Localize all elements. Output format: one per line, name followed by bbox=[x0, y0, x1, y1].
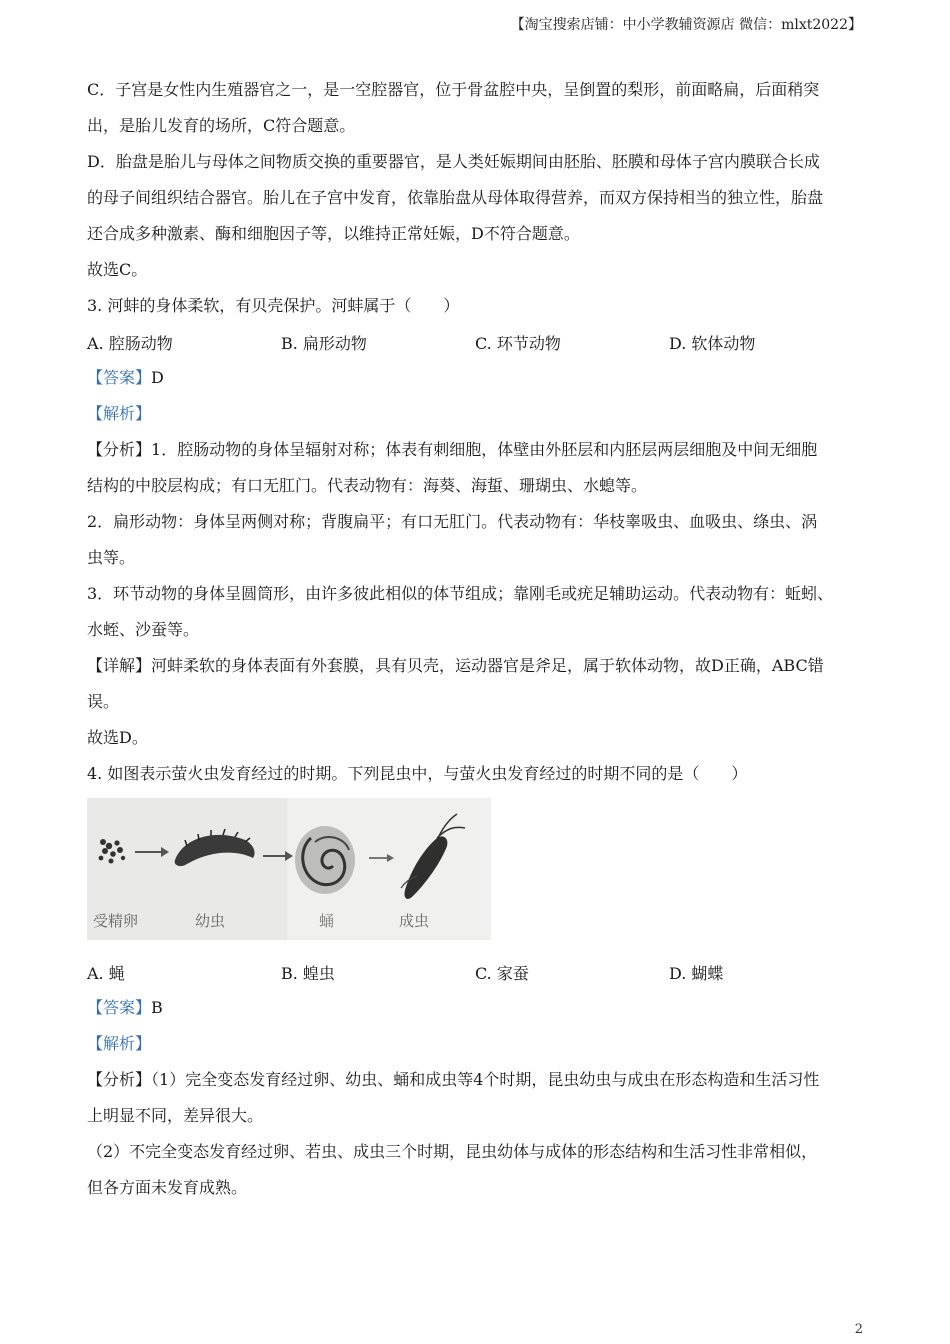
q4-option-c: C. 家蚕 bbox=[475, 963, 529, 983]
q3-analysis-tag bbox=[87, 396, 867, 432]
page-number: 2 bbox=[854, 1322, 863, 1337]
q4-stem: 4. 如图表示萤火虫发育经过的时期。下列昆虫中，与萤火虫发育经过的时期不同的是（ ） bbox=[87, 764, 748, 783]
q3-answer-tag: 【答案】 bbox=[87, 368, 152, 387]
firefly-life-cycle-figure bbox=[87, 798, 491, 940]
q3-choose: 故选D。 bbox=[87, 728, 148, 747]
q4-answer-value: B bbox=[151, 998, 163, 1017]
choose-c: 故选C。 bbox=[87, 260, 148, 279]
q4-analysis-tag bbox=[87, 1026, 867, 1062]
q4-options bbox=[87, 954, 867, 990]
q3-answer-value: D bbox=[151, 368, 164, 387]
q3-fenxi-3-line2: 水蛭、沙蚕等。 bbox=[87, 620, 200, 639]
figure-label-larva: 幼虫 bbox=[195, 912, 226, 930]
page-header: 【淘宝搜索店铺：中小学教辅资源店 微信：mlxt2022】 bbox=[510, 17, 862, 33]
para-d-line2: 的母子间组织结合器官。胎儿在子宫中发育，依靠胎盘从母体取得营养，而双方保持相当的独立性，胎盘 bbox=[87, 188, 824, 207]
q3-fenxi-3-line1: 3．环节动物的身体呈圆筒形，由许多彼此相似的体节组成；靠刚毛或疣足辅助运动。代表动物有：蚯蚓、 bbox=[87, 584, 834, 603]
para-d-line3: 还合成多种激素、酶和细胞因子等，以维持正常妊娠，D不符合题意。 bbox=[87, 224, 580, 243]
q3-answer bbox=[87, 360, 867, 396]
q3-option-b: B. 扁形动物 bbox=[281, 333, 367, 353]
q3-options bbox=[87, 324, 867, 360]
q4-fenxi-2-line1: （2）不完全变态发育经过卵、若虫、成虫三个时期，昆虫幼体与成体的形态结构和生活习性非常相似， bbox=[87, 1142, 818, 1161]
q3-fenxi-1-line2: 结构的中胶层构成；有口无肛门。代表动物有：海葵、海蜇、珊瑚虫、水螅等。 bbox=[87, 476, 648, 495]
q4-option-b: B. 蝗虫 bbox=[281, 963, 335, 983]
q3-fenxi-2-line1: 2．扁形动物：身体呈两侧对称；背腹扁平；有口无肛门。代表动物有：华枝睾吸虫、血吸虫、绦虫、涡 bbox=[87, 512, 818, 531]
q3-detail-text: 河蚌柔软的身体表面有外套膜，具有贝壳，运动器官是斧足，属于软体动物，故D正确，ABC错 bbox=[151, 656, 824, 675]
q4-option-d: D. 蝴蝶 bbox=[669, 963, 724, 983]
q3-fenxi-2-line2: 虫等。 bbox=[87, 548, 136, 567]
q4-fenxi-1-line1 bbox=[87, 1062, 867, 1098]
q4-analysis-tag-text: 【解析】 bbox=[87, 1034, 152, 1053]
q3-analysis-tag-text: 【解析】 bbox=[87, 404, 152, 423]
q3-fenxi-tag: 【分析】 bbox=[87, 440, 152, 459]
page-content bbox=[87, 72, 867, 1206]
para-c-line1: C．子宫是女性内生殖器官之一，是一空腔器官，位于骨盆腔中央，呈倒置的梨形，前面略扁，后面稍突 bbox=[87, 80, 820, 99]
q3-option-d: D. 软体动物 bbox=[669, 333, 756, 353]
q4-answer-tag: 【答案】 bbox=[87, 998, 152, 1017]
q3-detail-line1 bbox=[87, 648, 867, 684]
q3-fenxi-1-text: 1．腔肠动物的身体呈辐射对称；体表有刺细胞，体壁由外胚层和内胚层两层细胞及中间无细胞 bbox=[151, 440, 818, 459]
q3-option-a: A. 腔肠动物 bbox=[87, 333, 173, 353]
figure-label-adult: 成虫 bbox=[399, 912, 430, 930]
q4-fenxi-1-line2: 上明显不同，差异很大。 bbox=[87, 1106, 264, 1125]
para-c-line2: 出，是胎儿发育的场所，C符合题意。 bbox=[87, 116, 356, 135]
q4-fenxi-2-line2: 但各方面未发育成熟。 bbox=[87, 1178, 248, 1197]
q4-option-a: A. 蝇 bbox=[87, 963, 125, 983]
q4-answer bbox=[87, 990, 867, 1026]
para-d-line1: D．胎盘是胎儿与母体之间物质交换的重要器官，是人类妊娠期间由胚胎、胚膜和母体子宫内膜联合长成 bbox=[87, 152, 820, 171]
q3-detail-line2: 误。 bbox=[87, 692, 120, 711]
q4-fenxi-1-text: （1）完全变态发育经过卵、幼虫、蛹和成虫等4个时期，昆虫幼虫与成虫在形态构造和生活习性 bbox=[151, 1070, 820, 1089]
q4-fenxi-tag: 【分析】 bbox=[87, 1070, 152, 1089]
q3-option-c: C. 环节动物 bbox=[475, 333, 561, 353]
figure-label-pupa: 蛹 bbox=[319, 912, 335, 930]
figure-label-egg: 受精卵 bbox=[93, 912, 139, 930]
q3-detail-tag: 【详解】 bbox=[87, 656, 152, 675]
pupa-icon bbox=[295, 826, 355, 894]
q3-fenxi-1-line1 bbox=[87, 432, 867, 468]
q3-stem: 3. 河蚌的身体柔软，有贝壳保护。河蚌属于（ ） bbox=[87, 296, 460, 315]
